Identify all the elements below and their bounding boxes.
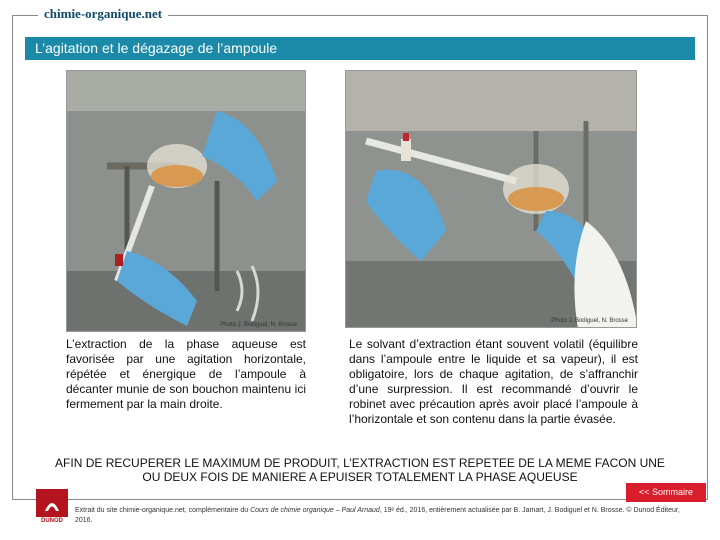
footer-prefix: Extrait du site chimie-organique.net, complémentaire du [75,507,251,514]
dunod-logo-text: DUNOD [41,518,63,524]
caption-left: L’extraction de la phase aqueuse est favorisée par une agitation horizontale, répétée et énergique de l’ampoule à décanter munie de son bouchon maintenu ici fermement par la main droite. [66,337,306,411]
photo-left [66,70,306,332]
conclusion-text: AFIN DE RECUPERER LE MAXIMUM DE PRODUIT, L’EXTRACTION EST REPETEE DE LA MEME FACON UNE OU DEUX FOIS DE MANIERE A EPUISER TOTALEMENT LA PHASE AQUEUSE [55,456,665,484]
sommaire-button[interactable]: << Sommaire [626,483,706,502]
footer-credits [75,506,695,526]
photo-right-credit: Photo J. Bodiguel, N. Brosse [551,318,628,324]
site-title: chimie-organique.net [38,6,168,22]
photo-left-illustration [67,71,306,332]
slide-title-banner: L’agitation et le dégazage de l’ampoule [25,37,695,60]
photo-right-illustration [346,71,637,328]
dunod-logo-mark [36,489,68,517]
photo-right [345,70,637,328]
caption-right: Le solvant d’extraction étant souvent volatil (équilibre dans l’ampoule entre le liquide et sa vapeur), il est obligatoire, lors de chaque agitation, de s’affranchir d’une surpression. Il est recommandé d’ouvrir le robinet avec précaution après avoir placé l’ampoule à l’horizontale et son contenu dans la partie évasée. [349,337,638,426]
footer-book-title: Cours de chimie organique – Paul Arnaud [250,507,380,514]
footer-suffix: , 19ᵉ éd., 2016, entièrement actualisée par B. Jamart, J. Bodiguel et N. Brosse. © Dunod Éditeur, 2016. [75,507,680,524]
photo-left-credit: Photo J. Bodiguel, N. Brosse [220,322,297,328]
